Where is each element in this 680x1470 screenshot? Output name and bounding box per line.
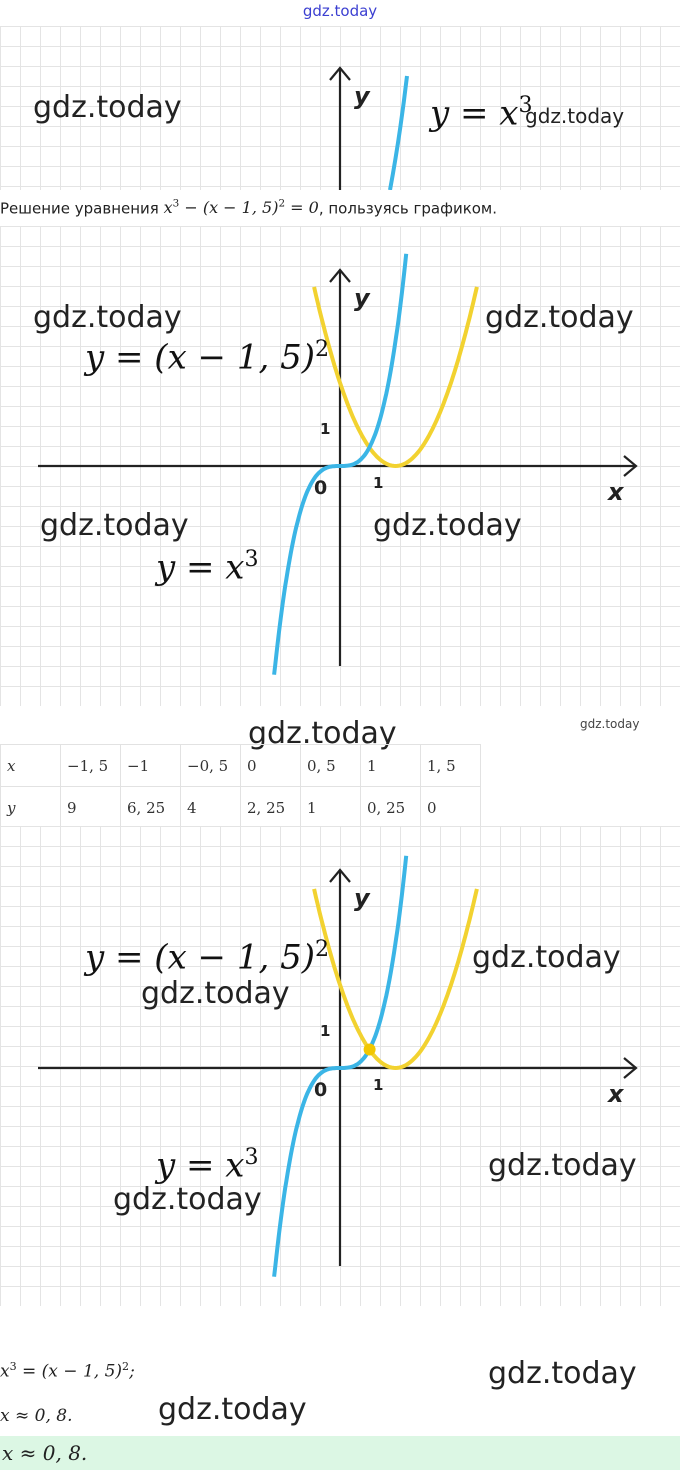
site-link[interactable]: gdz.today <box>302 2 378 20</box>
table-cell: −1 <box>121 745 181 787</box>
y-axis-label: y <box>354 82 370 110</box>
table-cell: 1 <box>361 745 421 787</box>
parabola-formula-label: y = (x − 1, 5)$^2$ <box>85 936 330 978</box>
table-cell: −1, 5 <box>61 745 121 787</box>
cubic-formula-label: $y = x^3$ <box>156 1144 259 1186</box>
answer-box <box>0 1436 680 1470</box>
watermark: gdz.today <box>472 940 621 975</box>
table-cell: 4 <box>181 787 241 829</box>
parabola-curve <box>314 889 477 1068</box>
table-cell: 6, 25 <box>121 787 181 829</box>
intersection-point <box>364 1044 376 1056</box>
watermark: gdz.today <box>40 508 189 543</box>
watermark: gdz.today <box>373 508 522 543</box>
table-cell: −0, 5 <box>181 745 241 787</box>
y-axis-label: y <box>354 284 370 312</box>
parabola-formula-label: y = (x − 1, 5)$^2$ <box>85 336 330 378</box>
table-cell: 0 <box>241 745 301 787</box>
cubic-formula-label: $y = x^3$ <box>156 546 259 588</box>
y-axis-label: y <box>354 884 370 912</box>
parabola-curve <box>314 287 477 466</box>
graph-top <box>0 26 680 190</box>
watermark: gdz.today <box>158 1392 307 1427</box>
watermark: gdz.today <box>488 1356 637 1391</box>
result-approx: x ≈ 0, 8. <box>0 1406 73 1426</box>
watermark: gdz.today <box>33 300 182 335</box>
table-cell: 0 <box>421 787 481 829</box>
values-table <box>0 744 481 829</box>
graph-2 <box>0 826 680 1306</box>
answer-text: x ≈ 0, 8. <box>2 1441 88 1465</box>
watermark: gdz.today <box>580 717 640 731</box>
watermark: gdz.today <box>141 976 290 1011</box>
graph-1-svg <box>0 226 680 706</box>
watermark: gdz.today <box>488 1148 637 1183</box>
cubic-curve-top <box>390 76 407 190</box>
watermark: gdz.today <box>248 716 397 751</box>
tick-y-label: 1 <box>320 420 331 438</box>
watermark: gdz.today <box>33 90 182 125</box>
table-header-cell: y <box>1 787 61 829</box>
table-row <box>1 787 481 829</box>
x-axis-label: x <box>608 1080 624 1108</box>
tick-x-label: 1 <box>373 474 384 492</box>
tick-y-label: 1 <box>320 1022 331 1040</box>
table-cell: 9 <box>61 787 121 829</box>
table-row <box>1 745 481 787</box>
watermark: gdz.today <box>113 1182 262 1217</box>
x-axis-label: x <box>608 478 624 506</box>
table-header-cell: x <box>1 745 61 787</box>
cubic-formula-label: $y = x^3$ <box>430 92 533 134</box>
table-cell: 1 <box>301 787 361 829</box>
watermark: gdz.today <box>525 104 625 128</box>
table-cell: 1, 5 <box>421 745 481 787</box>
graph-1 <box>0 226 680 706</box>
origin-label: 0 <box>314 1079 328 1101</box>
result-equation: $x^3 = (x - 1$, 5)$^2$; <box>0 1360 135 1382</box>
origin-label: 0 <box>314 477 328 499</box>
table-cell: 2, 25 <box>241 787 301 829</box>
tick-x-label: 1 <box>373 1076 384 1094</box>
graph-2-svg <box>0 826 680 1306</box>
solution-intro: Решение уравнения $x^3 - (x - 1$, 5)$^2$ = 0, пользуясь графиком. <box>0 198 498 218</box>
table-cell: 0, 5 <box>301 745 361 787</box>
watermark: gdz.today <box>485 300 634 335</box>
table-cell: 0, 25 <box>361 787 421 829</box>
